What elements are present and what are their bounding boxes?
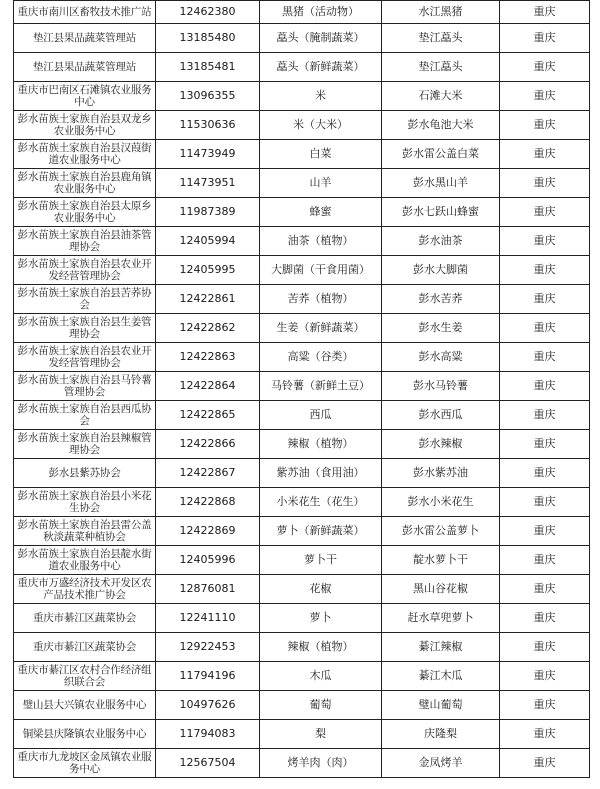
- region-cell: 重庆: [500, 169, 590, 198]
- table-row: [14, 285, 590, 314]
- applicant-cell: 彭水苗族土家族自治县双龙乡农业服务中心: [14, 111, 156, 140]
- indication-name-cell: 彭水辣椒: [382, 430, 500, 459]
- certificate-number-cell: 12462380: [156, 1, 260, 24]
- table-row: [14, 169, 590, 198]
- table-row: [14, 575, 590, 604]
- indication-name-cell: 水江黑猪: [382, 1, 500, 24]
- region-cell: 重庆: [500, 720, 590, 749]
- table-row: [14, 633, 590, 662]
- certificate-number-cell: 12405994: [156, 227, 260, 256]
- table-row: [14, 314, 590, 343]
- applicant-cell: 垫江县果品蔬菜管理站: [14, 24, 156, 53]
- region-cell: 重庆: [500, 285, 590, 314]
- certificate-number-cell: 12405995: [156, 256, 260, 285]
- region-cell: 重庆: [500, 749, 590, 778]
- applicant-cell: 彭水苗族土家族自治县靛水街道农业服务中心: [14, 546, 156, 575]
- region-cell: 重庆: [500, 1, 590, 24]
- product-cell: 梨: [260, 720, 382, 749]
- region-cell: 重庆: [500, 24, 590, 53]
- applicant-cell: 彭水苗族土家族自治县马铃薯管理协会: [14, 372, 156, 401]
- certificate-number-cell: 11794083: [156, 720, 260, 749]
- indication-name-cell: 綦江木瓜: [382, 662, 500, 691]
- indication-name-cell: 彭水龟池大米: [382, 111, 500, 140]
- applicant-cell: 重庆市綦江区蔬菜协会: [14, 633, 156, 662]
- certificate-number-cell: 10497626: [156, 691, 260, 720]
- table-row: [14, 343, 590, 372]
- product-cell: 萝卜（新鲜蔬菜）: [260, 517, 382, 546]
- product-cell: 黑猪（活动物）: [260, 1, 382, 24]
- region-cell: 重庆: [500, 662, 590, 691]
- product-cell: 小米花生（花生）: [260, 488, 382, 517]
- certificate-number-cell: 12422868: [156, 488, 260, 517]
- applicant-cell: 重庆市綦江区农村合作经济组织联合会: [14, 662, 156, 691]
- certificate-number-cell: 12241110: [156, 604, 260, 633]
- region-cell: 重庆: [500, 430, 590, 459]
- region-cell: 重庆: [500, 691, 590, 720]
- product-cell: 生姜（新鲜蔬菜）: [260, 314, 382, 343]
- indication-name-cell: 彭水高粱: [382, 343, 500, 372]
- product-cell: 葡萄: [260, 691, 382, 720]
- product-cell: 马铃薯（新鲜土豆）: [260, 372, 382, 401]
- product-cell: 山羊: [260, 169, 382, 198]
- table-row: [14, 459, 590, 488]
- applicant-cell: 彭水苗族土家族自治县农业开发经营管理协会: [14, 343, 156, 372]
- region-cell: 重庆: [500, 53, 590, 82]
- applicant-cell: 垫江县果品蔬菜管理站: [14, 53, 156, 82]
- region-cell: 重庆: [500, 517, 590, 546]
- region-cell: 重庆: [500, 198, 590, 227]
- indication-name-cell: 靛水萝卜干: [382, 546, 500, 575]
- certificate-number-cell: 11473949: [156, 140, 260, 169]
- applicant-cell: 彭水苗族土家族自治县辣椒管理协会: [14, 430, 156, 459]
- product-cell: 藠头（腌制蔬菜）: [260, 24, 382, 53]
- table-row: [14, 372, 590, 401]
- region-cell: 重庆: [500, 82, 590, 111]
- indication-name-cell: 庆隆梨: [382, 720, 500, 749]
- applicant-cell: 重庆市綦江区蔬菜协会: [14, 604, 156, 633]
- product-cell: 萝卜: [260, 604, 382, 633]
- table-row: [14, 430, 590, 459]
- applicant-cell: 彭水苗族土家族自治县小米花生协会: [14, 488, 156, 517]
- region-cell: 重庆: [500, 604, 590, 633]
- certificate-number-cell: 13185480: [156, 24, 260, 53]
- table-row: [14, 111, 590, 140]
- indication-name-cell: 彭水雷公盖白菜: [382, 140, 500, 169]
- indication-name-cell: 赶水草兜萝卜: [382, 604, 500, 633]
- table-row: [14, 53, 590, 82]
- indication-name-cell: 彭水雷公盖萝卜: [382, 517, 500, 546]
- product-cell: 花椒: [260, 575, 382, 604]
- table-row: [14, 24, 590, 53]
- indication-name-cell: 綦江辣椒: [382, 633, 500, 662]
- product-cell: 辣椒（植物）: [260, 633, 382, 662]
- region-cell: 重庆: [500, 256, 590, 285]
- region-cell: 重庆: [500, 633, 590, 662]
- certificate-number-cell: 11987389: [156, 198, 260, 227]
- applicant-cell: 彭水苗族土家族自治县鹿角镇农业服务中心: [14, 169, 156, 198]
- table-row: [14, 604, 590, 633]
- product-cell: 紫苏油（食用油）: [260, 459, 382, 488]
- product-cell: 米（大米）: [260, 111, 382, 140]
- indication-name-cell: 石滩大米: [382, 82, 500, 111]
- registration-table-container: [13, 0, 589, 778]
- region-cell: 重庆: [500, 140, 590, 169]
- product-cell: 大脚菌（干食用菌）: [260, 256, 382, 285]
- product-cell: 苦荞（植物）: [260, 285, 382, 314]
- table-row: [14, 82, 590, 111]
- certificate-number-cell: 12422863: [156, 343, 260, 372]
- table-body: [14, 1, 590, 778]
- applicant-cell: 铜梁县庆隆镇农业服务中心: [14, 720, 156, 749]
- product-cell: 木瓜: [260, 662, 382, 691]
- product-cell: 藠头（新鲜蔬菜）: [260, 53, 382, 82]
- region-cell: 重庆: [500, 575, 590, 604]
- applicant-cell: 重庆市九龙坡区金凤镇农业服务中心: [14, 749, 156, 778]
- table-row: [14, 401, 590, 430]
- certificate-number-cell: 12422867: [156, 459, 260, 488]
- indication-name-cell: 金凤烤羊: [382, 749, 500, 778]
- indication-name-cell: 璧山葡萄: [382, 691, 500, 720]
- product-cell: 烤羊肉（肉）: [260, 749, 382, 778]
- region-cell: 重庆: [500, 343, 590, 372]
- product-cell: 高粱（谷类）: [260, 343, 382, 372]
- certificate-number-cell: 12422866: [156, 430, 260, 459]
- indication-name-cell: 垫江藠头: [382, 24, 500, 53]
- indication-name-cell: 彭水七跃山蜂蜜: [382, 198, 500, 227]
- indication-name-cell: 彭水苦荞: [382, 285, 500, 314]
- applicant-cell: 重庆市巴南区石滩镇农业服务中心: [14, 82, 156, 111]
- indication-name-cell: 彭水大脚菌: [382, 256, 500, 285]
- table-row: [14, 1, 590, 24]
- product-cell: 米: [260, 82, 382, 111]
- region-cell: 重庆: [500, 401, 590, 430]
- table-row: [14, 749, 590, 778]
- applicant-cell: 彭水苗族土家族自治县西瓜协会: [14, 401, 156, 430]
- certificate-number-cell: 12422865: [156, 401, 260, 430]
- certificate-number-cell: 12567504: [156, 749, 260, 778]
- applicant-cell: 彭水苗族土家族自治县油茶管理协会: [14, 227, 156, 256]
- applicant-cell: 彭水苗族土家族自治县雷公盖秋淡蔬菜种植协会: [14, 517, 156, 546]
- table-row: [14, 720, 590, 749]
- certificate-number-cell: 11473951: [156, 169, 260, 198]
- indication-name-cell: 垫江藠头: [382, 53, 500, 82]
- region-cell: 重庆: [500, 111, 590, 140]
- applicant-cell: 彭水苗族土家族自治县生姜管理协会: [14, 314, 156, 343]
- certificate-number-cell: 12405996: [156, 546, 260, 575]
- certificate-number-cell: 11794196: [156, 662, 260, 691]
- certificate-number-cell: 12422869: [156, 517, 260, 546]
- product-cell: 辣椒（植物）: [260, 430, 382, 459]
- applicant-cell: 彭水苗族土家族自治县汉葭街道农业服务中心: [14, 140, 156, 169]
- product-cell: 油茶（植物）: [260, 227, 382, 256]
- product-cell: 西瓜: [260, 401, 382, 430]
- indication-name-cell: 黑山谷花椒: [382, 575, 500, 604]
- product-cell: 白菜: [260, 140, 382, 169]
- certificate-number-cell: 12422864: [156, 372, 260, 401]
- applicant-cell: 重庆市南川区畜牧技术推广站: [14, 1, 156, 24]
- table-row: [14, 662, 590, 691]
- applicant-cell: 彭水苗族土家族自治县农业开发经营管理协会: [14, 256, 156, 285]
- applicant-cell: 彭水县紫苏协会: [14, 459, 156, 488]
- indication-name-cell: 彭水西瓜: [382, 401, 500, 430]
- indication-name-cell: 彭水黑山羊: [382, 169, 500, 198]
- product-cell: 蜂蜜: [260, 198, 382, 227]
- applicant-cell: 彭水苗族土家族自治县苦荞协会: [14, 285, 156, 314]
- table-row: [14, 198, 590, 227]
- indication-name-cell: 彭水油茶: [382, 227, 500, 256]
- region-cell: 重庆: [500, 314, 590, 343]
- table-row: [14, 546, 590, 575]
- certificate-number-cell: 13096355: [156, 82, 260, 111]
- product-cell: 萝卜干: [260, 546, 382, 575]
- table-row: [14, 517, 590, 546]
- table-row: [14, 256, 590, 285]
- applicant-cell: 璧山县大兴镇农业服务中心: [14, 691, 156, 720]
- region-cell: 重庆: [500, 372, 590, 401]
- certificate-number-cell: 13185481: [156, 53, 260, 82]
- table-row: [14, 691, 590, 720]
- certificate-number-cell: 12422862: [156, 314, 260, 343]
- region-cell: 重庆: [500, 546, 590, 575]
- applicant-cell: 重庆市万盛经济技术开发区农产品技术推广协会: [14, 575, 156, 604]
- indication-name-cell: 彭水小米花生: [382, 488, 500, 517]
- region-cell: 重庆: [500, 227, 590, 256]
- applicant-cell: 彭水苗族土家族自治县太原乡农业服务中心: [14, 198, 156, 227]
- certificate-number-cell: 12922453: [156, 633, 260, 662]
- indication-name-cell: 彭水紫苏油: [382, 459, 500, 488]
- geographical-indication-table: [13, 0, 590, 778]
- table-row: [14, 227, 590, 256]
- indication-name-cell: 彭水生姜: [382, 314, 500, 343]
- certificate-number-cell: 12876081: [156, 575, 260, 604]
- certificate-number-cell: 11530636: [156, 111, 260, 140]
- indication-name-cell: 彭水马铃薯: [382, 372, 500, 401]
- region-cell: 重庆: [500, 488, 590, 517]
- certificate-number-cell: 12422861: [156, 285, 260, 314]
- table-row: [14, 488, 590, 517]
- table-row: [14, 140, 590, 169]
- region-cell: 重庆: [500, 459, 590, 488]
